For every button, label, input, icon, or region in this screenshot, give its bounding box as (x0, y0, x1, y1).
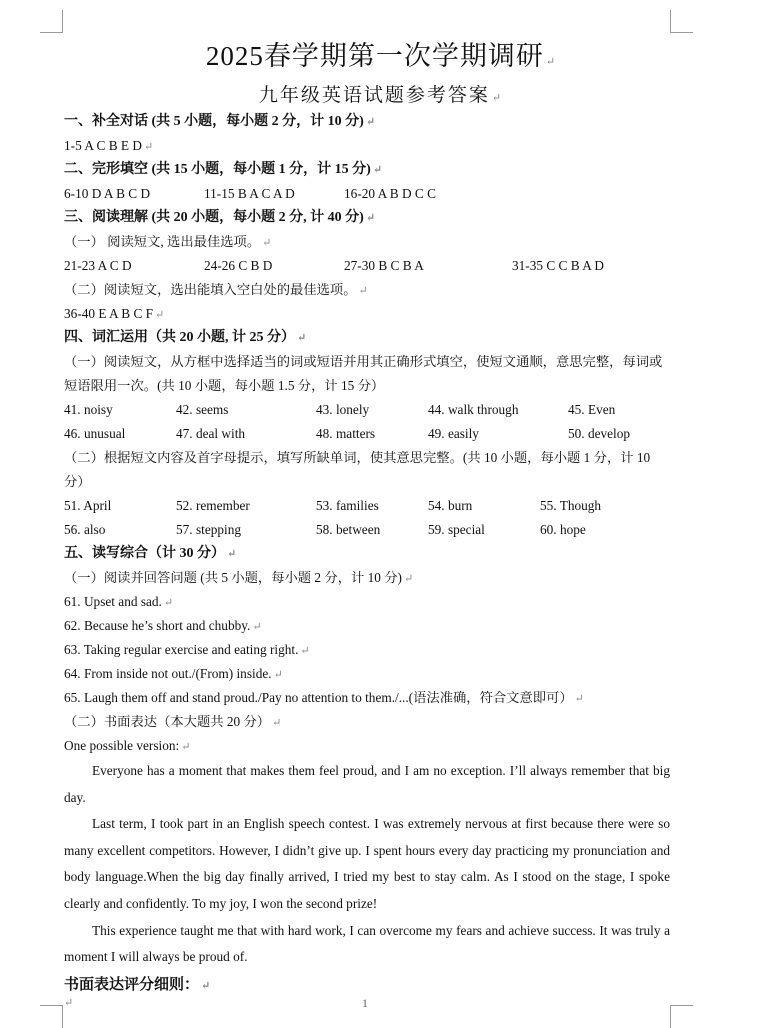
section-4-row-3 (64, 494, 670, 518)
section-3-part-2: （二）阅读短文，选出能填入空白处的最佳选项。 ↵ (64, 282, 368, 297)
crop-mark-top-left (40, 10, 63, 33)
document-title: 2025春学期第一次学期调研 ↵ (205, 41, 557, 71)
section-5-part-2: （二）书面表达（本大题共 20 分） ↵ (64, 714, 282, 729)
answer-65: 65. Laugh them off and stand proud./Pay no attention to them./...(语法准确，符合文意即可） ↵ (64, 690, 584, 705)
vocab-answer: 51. April (64, 498, 112, 513)
answer-group: 24-26 C B D (204, 258, 273, 273)
answer-group: 27-30 B C B A (344, 258, 424, 273)
vocab-answer: 52. remember (176, 498, 250, 513)
vocab-answer: 42. seems (176, 402, 229, 417)
vocab-answer: 46. unusual (64, 426, 126, 441)
section-4-heading: 四、词汇运用（共 20 小题, 计 25 分） ↵ (64, 330, 307, 345)
section-4-part-1: （一）阅读短文，从方框中选择适当的词或短语并用其正确形式填空，使短文通顺，意思完整，每词或短语限用一次。(共 10 小题，每小题 1.5 分，计 15 分） (64, 354, 663, 393)
page-number: 1 (362, 996, 368, 1010)
vocab-answer: 44. walk through (428, 402, 519, 417)
section-3-heading: 三、阅读理解 (共 20 小题，每小题 2 分, 计 40 分) ↵ (64, 210, 376, 225)
vocab-answer: 54. burn (428, 498, 473, 513)
section-4-row-1 (64, 398, 670, 422)
section-3-answers-row-2: 36-40 E A B C F ↵ (64, 306, 165, 321)
section-4-row-2 (64, 422, 670, 446)
section-2-heading: 二、完形填空 (共 15 小题，每小题 1 分，计 15 分) ↵ (64, 162, 383, 177)
answer-group: 16-20 A B D C C (344, 186, 436, 201)
answer-group: 31-35 C C B A D (512, 258, 604, 273)
vocab-answer: 49. easily (428, 426, 479, 441)
vocab-answer: 53. families (316, 498, 379, 513)
vocab-answer: 47. deal with (176, 426, 246, 441)
vocab-answer: 60. hope (540, 522, 586, 537)
vocab-answer: 57. stepping (176, 522, 242, 537)
answer-group: 21-23 A C D (64, 258, 132, 273)
section-1-heading: 一、补全对话 (共 5 小题，每小题 2 分，计 10 分) ↵ (64, 114, 376, 129)
section-4-row-4 (64, 518, 670, 542)
section-3-answers-row-1 (64, 254, 670, 278)
paragraph-mark: ↵ (64, 997, 74, 1009)
section-5-part-1: （一）阅读并回答问题 (共 5 小题，每小题 2 分，计 10 分) ↵ (64, 570, 414, 585)
essay-paragraph-3: This experience taught me that with hard work, I can overcome my fears and achieve success. It was truly a moment I will always be proud of. (64, 922, 670, 965)
vocab-answer: 50. develop (568, 426, 631, 441)
section-3-part-1: （一） 阅读短文, 选出最佳选项。 ↵ (64, 234, 272, 249)
scoring-rules-heading: 书面表达评分细则： ↵ (64, 977, 211, 993)
answer-63: 63. Taking regular exercise and eating right. ↵ (64, 642, 310, 657)
section-1-answers: 1-5 A C B E D ↵ (64, 138, 154, 153)
section-2-answers (64, 182, 670, 206)
vocab-answer: 43. lonely (316, 402, 370, 417)
vocab-answer: 41. noisy (64, 402, 113, 417)
vocab-answer: 59. special (428, 522, 485, 537)
essay-paragraph-2: Last term, I took part in an English speech contest. I was extremely nervous at first because there were so many excellent competitors. However, I didn’t give up. I spent hours every day practicing my pronunciation and body language.When the big day finally arrived, I tried my best to stay calm. As I stood on the stage, I spoke clearly and confidently. To my joy, I won the second prize! (64, 816, 670, 911)
answer-62: 62. Because he’s short and chubby. ↵ (64, 618, 262, 633)
vocab-answer: 45. Even (568, 402, 616, 417)
essay-intro: One possible version: ↵ (64, 738, 191, 753)
essay-paragraph-1: Everyone has a moment that makes them feel proud, and I am no exception. I’ll always remember that big day. (64, 763, 670, 805)
vocab-answer: 56. also (64, 522, 106, 537)
section-5-heading: 五、读写综合（计 30 分） ↵ (64, 546, 237, 561)
section-4-part-2: （二）根据短文内容及首字母提示，填写所缺单词，使其意思完整。(共 10 小题，每小题 1 分，计 10 分） (64, 450, 651, 489)
answer-content (64, 110, 670, 971)
document-subtitle: 九年级英语试题参考答案 ↵ (258, 85, 504, 106)
vocab-answer: 55. Though (540, 498, 602, 513)
vocab-answer: 48. matters (316, 426, 376, 441)
answer-group: 11-15 B A C A D (204, 186, 295, 201)
crop-mark-top-right (670, 10, 693, 33)
answer-group: 6-10 D A B C D (64, 186, 151, 201)
answer-64: 64. From inside not out./(From) inside. ↵ (64, 666, 283, 681)
vocab-answer: 58. between (316, 522, 381, 537)
answer-61: 61. Upset and sad. ↵ (64, 594, 174, 609)
